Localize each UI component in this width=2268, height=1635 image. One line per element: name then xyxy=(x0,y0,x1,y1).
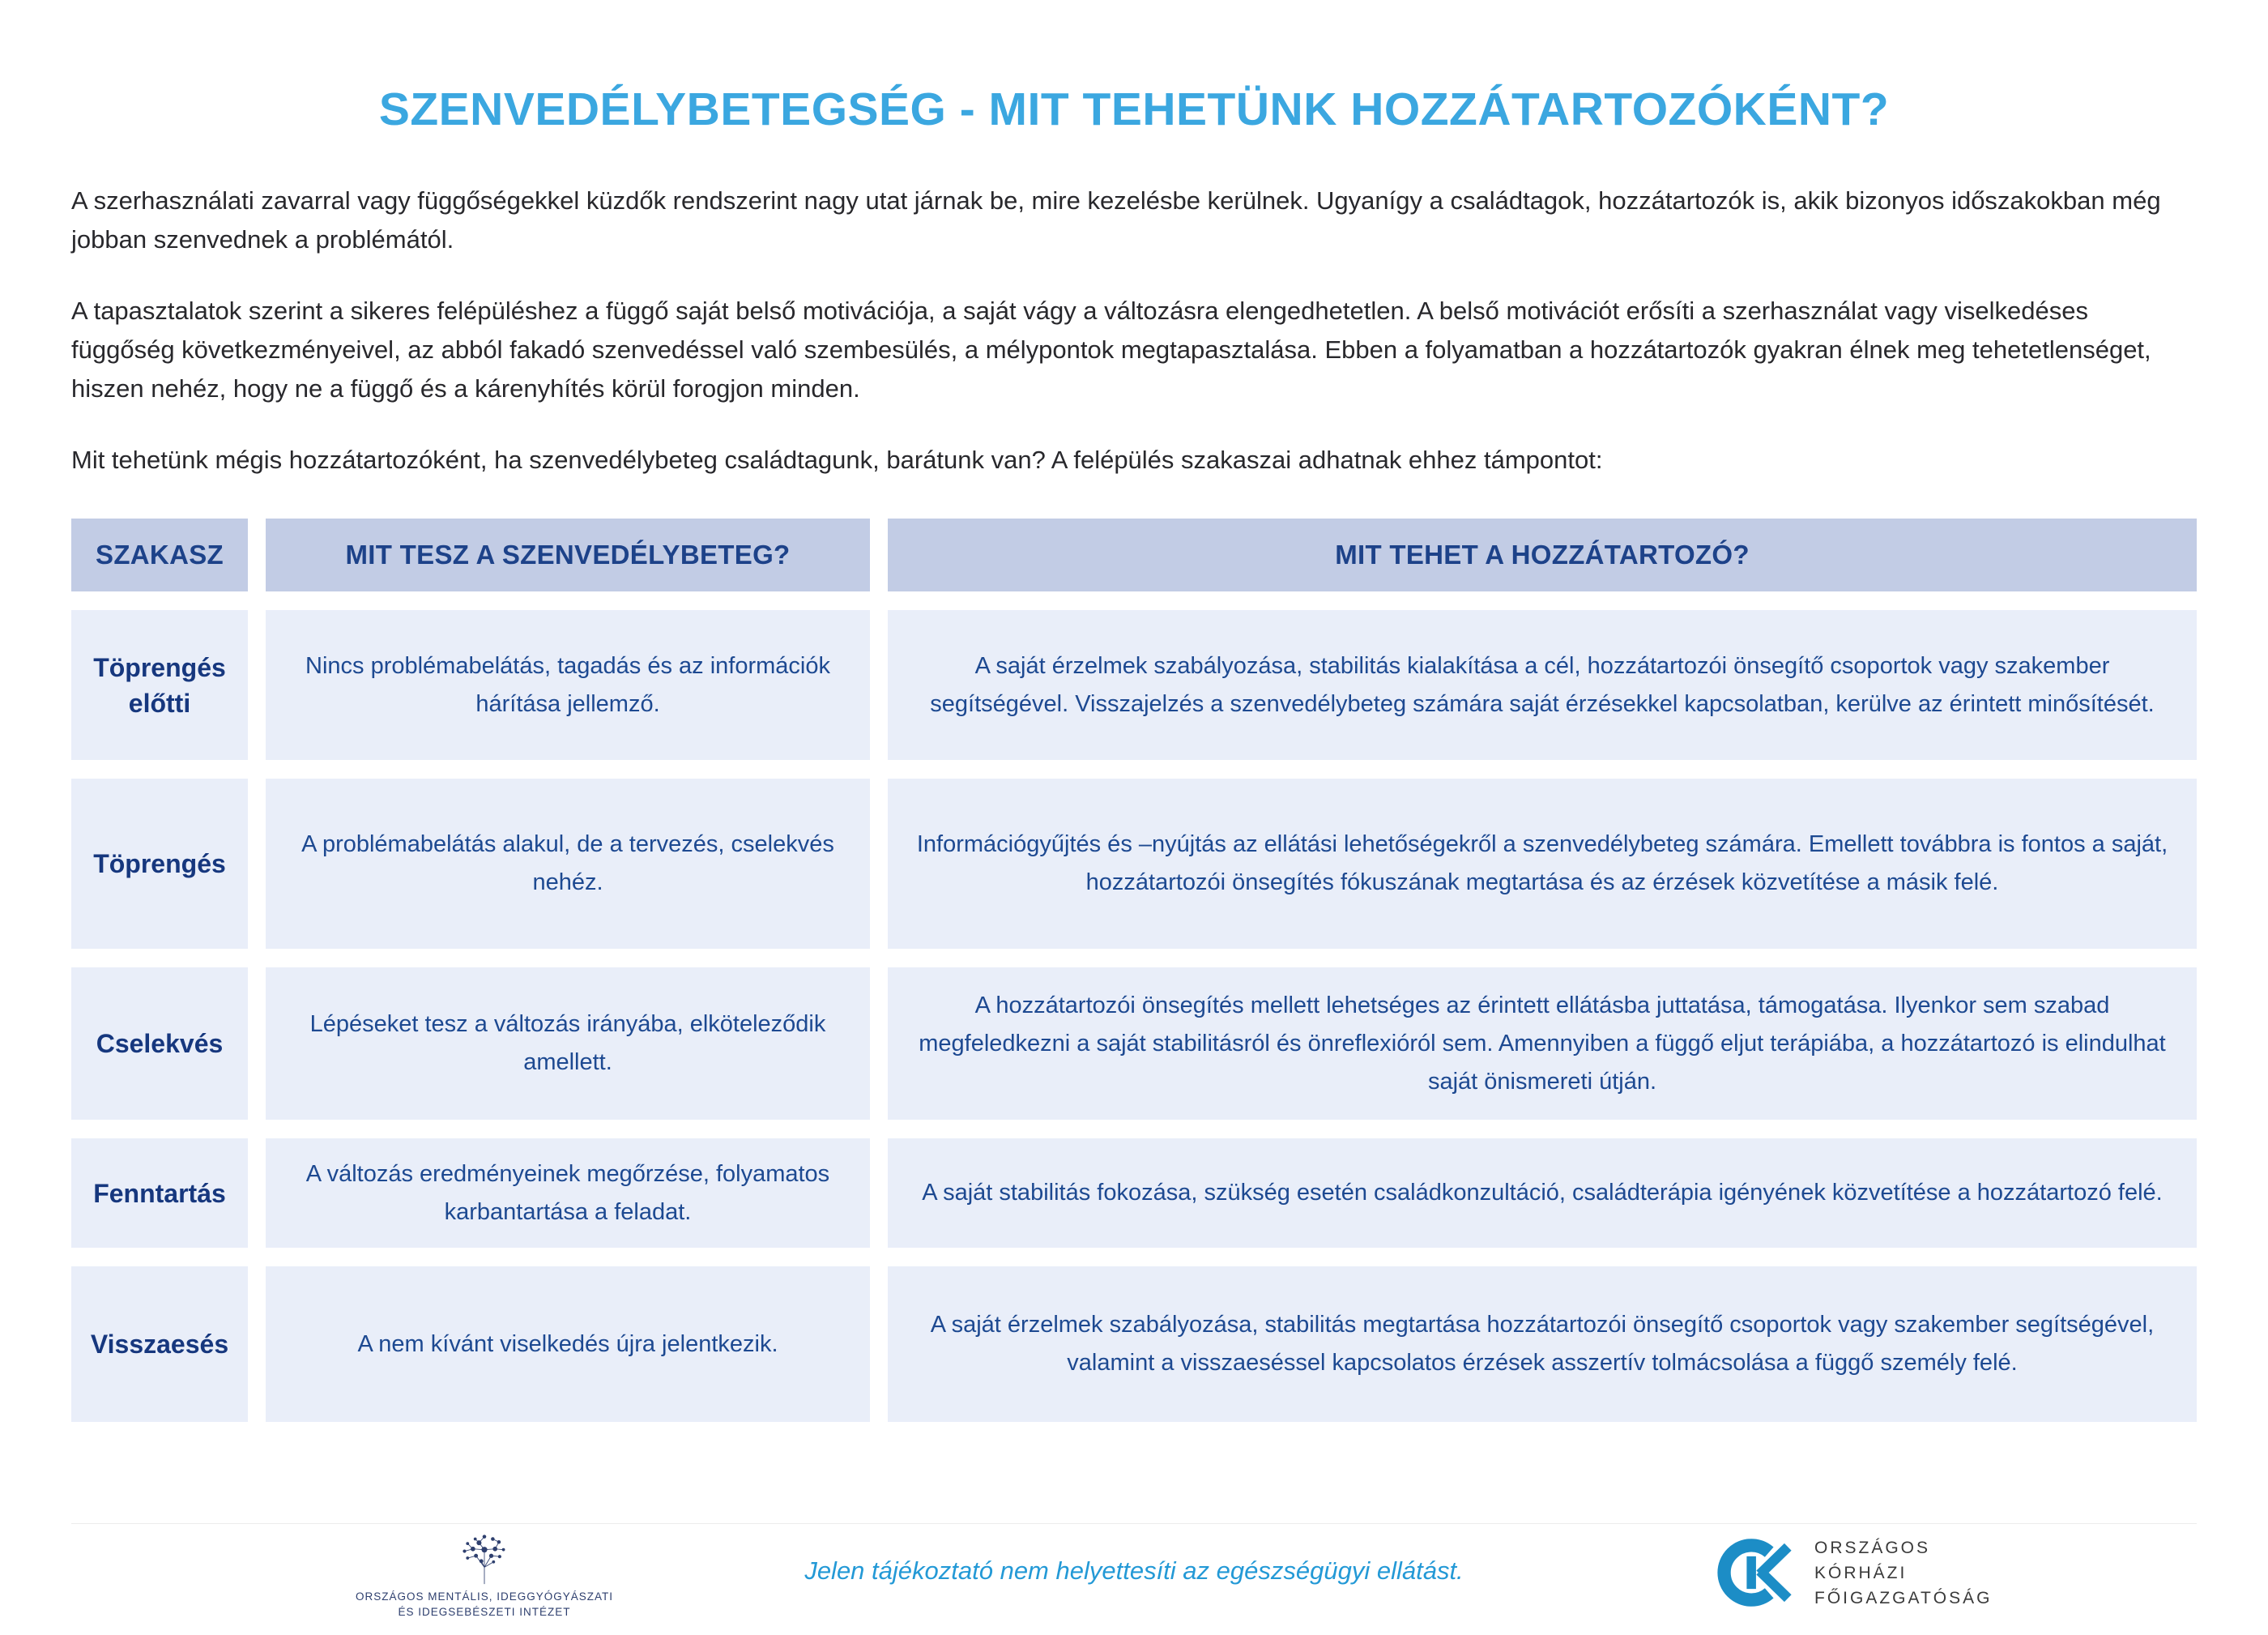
okfo-name-line2: KÓRHÁZI xyxy=(1814,1563,1908,1582)
footer xyxy=(71,1523,2197,1635)
relative-cell: A saját érzelmek szabályozása, stabilitás kialakítása a cél, hozzátartozói önsegítő csoportok vagy szakember segítségével. Visszajelzés a szenvedélybeteg számára saját érzésekkel kapcsolatban, kerülve az érintett minősítését. xyxy=(888,610,2197,760)
patient-cell: Lépéseket tesz a változás irányába, elköteleződik amellett. xyxy=(266,967,870,1120)
column-header-patient: MIT TESZ A SZENVEDÉLYBETEG? xyxy=(266,519,870,591)
patient-cell: A problémabelátás alakul, de a tervezés, cselekvés nehéz. xyxy=(266,779,870,949)
stage-cell: Visszaesés xyxy=(71,1266,248,1422)
patient-cell: A változás eredményeinek megőrzése, folyamatos karbantartása a feladat. xyxy=(266,1138,870,1248)
table-row xyxy=(71,967,2197,1120)
disclaimer-note: Jelen tájékoztató nem helyettesíti az egészségügyi ellátást. xyxy=(804,1556,1464,1585)
okfo-logo xyxy=(1716,1534,1992,1612)
okfo-name-line3: FŐIGAZGATÓSÁG xyxy=(1814,1588,1993,1607)
table-row xyxy=(71,1266,2197,1422)
intro-paragraph-1: A szerhasználati zavarral vagy függőségekkel küzdők rendszerint nagy utat járnak be, mire kezelésbe kerülnek. Ugyanígy a családtagok, hozzátartozók is, akik bizonyos időszakokban még jobban szenvednek a problémától. xyxy=(71,186,2161,254)
stage-cell: Cselekvés xyxy=(71,967,248,1120)
table-row xyxy=(71,1138,2197,1248)
intro-paragraph-2: A tapasztalatok szerint a sikeres felépüléshez a függő saját belső motivációja, a saját vágy a változásra elengedhetetlen. A belső motivációt erősíti a szerhasználat vagy viselkedéses függőség következményeivel, az abból fakadó szenvedéssel való szembesülés, a mélypontok megtapasztalása. Ebben a folyamatban a hozzátartozók gyakran élnek meg tehetetlenséget, hiszen nehéz, hogy ne a függő és a kárenyhítés körül forogjon minden. xyxy=(71,297,2151,403)
table-header-row xyxy=(71,519,2197,591)
institute-name-line1: ORSZÁGOS MENTÁLIS, IDEGGYÓGYÁSZATI xyxy=(355,1590,614,1603)
column-header-relative: MIT TEHET A HOZZÁTARTOZÓ? xyxy=(888,519,2197,591)
institute-name-line2: ÉS IDEGSEBÉSZETI INTÉZET xyxy=(398,1606,571,1618)
column-header-stage: SZAKASZ xyxy=(71,519,248,591)
relative-cell: Információgyűjtés és –nyújtás az ellátási lehetőségekről a szenvedélybeteg számára. Emellett továbbra is fontos a saját, hozzátartozói önsegítés fókuszának megtartása és az érzések közvetítése a másik felé. xyxy=(888,779,2197,949)
page-title: SZENVEDÉLYBETEGSÉG - MIT TEHETÜNK HOZZÁTARTOZÓKÉNT? xyxy=(378,83,1890,135)
stage-cell: Fenntartás xyxy=(71,1138,248,1248)
relative-cell: A saját érzelmek szabályozása, stabilitás megtartása hozzátartozói önsegítő csoportok vagy szakember segítségével, valamint a visszaeséssel kapcsolatos érzések asszertív tolmácsolása a függő személy felé. xyxy=(888,1266,2197,1422)
table-row xyxy=(71,779,2197,949)
stages-table xyxy=(71,519,2197,1422)
infographic-page xyxy=(0,83,2268,1635)
okfo-name-line1: ORSZÁGOS xyxy=(1814,1538,1931,1557)
relative-cell: A saját stabilitás fokozása, szükség esetén családkonzultáció, családterápia igényének közvetítése a hozzátartozó felé. xyxy=(888,1138,2197,1248)
table-row xyxy=(71,610,2197,760)
relative-cell: A hozzátartozói önsegítés mellett lehetséges az érintett ellátásba juttatása, támogatása. Ilyenkor sem szabad megfeledkezni a saját stabilitásról és önreflexióról sem. Amennyiben a függő eljut terápiába, a hozzátartozó is elindulhat saját önismereti útján. xyxy=(888,967,2197,1120)
patient-cell: A nem kívánt viselkedés újra jelentkezik. xyxy=(266,1266,870,1422)
stage-cell: Töprengés előtti xyxy=(71,610,248,760)
patient-cell: Nincs problémabelátás, tagadás és az információk hárítása jellemző. xyxy=(266,610,870,760)
intro-paragraph-3: Mit tehetünk mégis hozzátartozóként, ha szenvedélybeteg családtagunk, barátunk van? A felépülés szakaszai adhatnak ehhez támpontot: xyxy=(71,446,1603,474)
stage-cell: Töprengés xyxy=(71,779,248,949)
okfo-ck-icon xyxy=(1716,1534,1793,1612)
